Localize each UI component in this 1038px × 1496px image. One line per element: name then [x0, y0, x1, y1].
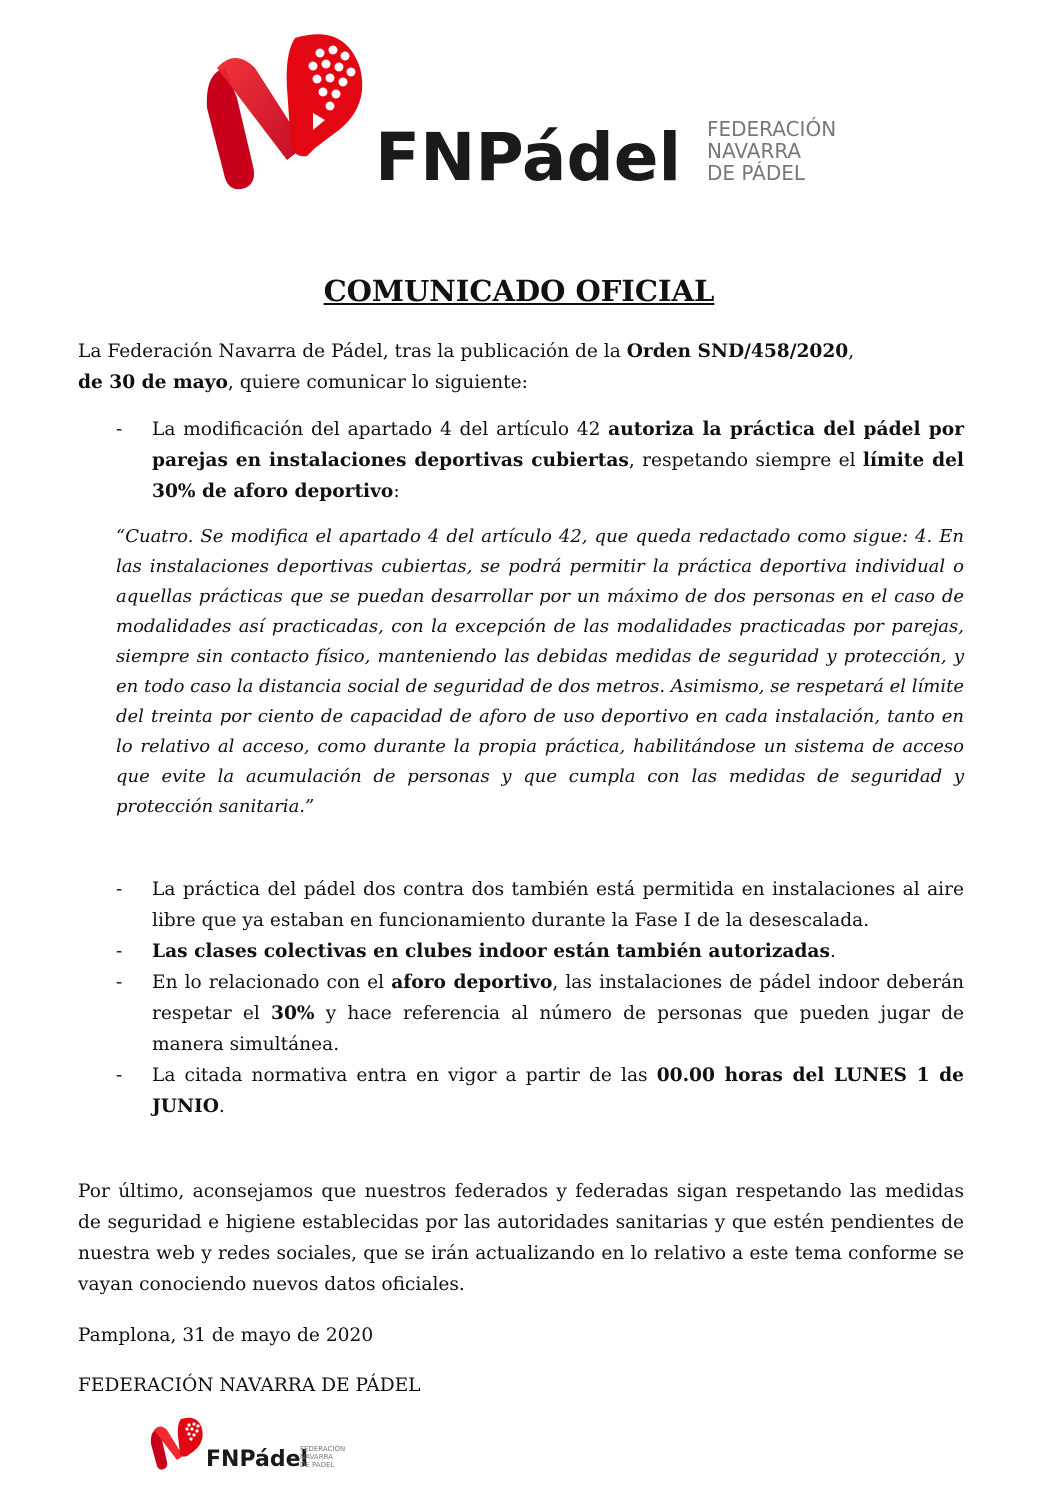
list-item: [78, 936, 964, 967]
list-item: [78, 414, 964, 507]
fnpadel-logo-footer: [148, 1416, 348, 1472]
list-item: [78, 967, 964, 1060]
signature-line: FEDERACIÓN NAVARRA DE PÁDEL: [78, 1375, 421, 1396]
intro-paragraph: [78, 336, 964, 398]
dash-marker: -: [116, 879, 123, 900]
page-title: COMUNICADO OFICIAL: [323, 274, 715, 308]
bullet1-bold-1: autoriza la práctica del pádel por parejas en instalaciones deportivas cubiertas: [152, 419, 964, 471]
dash-marker: -: [116, 972, 123, 993]
logo-subtitle-small-line2: NAVARRA: [300, 1453, 333, 1461]
dash-marker: -: [116, 1065, 123, 1086]
dash-marker: -: [116, 941, 123, 962]
bullet4-bold-2: 30%: [271, 1003, 315, 1024]
logo-n-mark-small: [151, 1418, 203, 1470]
logo-brand-text: FNPádel: [375, 119, 682, 196]
bullet1-text: La modificación del apartado 4 del artículo 42: [152, 419, 609, 440]
bullet4-bold-1: aforo deportivo: [391, 972, 553, 993]
fnpadel-logo-header: [195, 28, 855, 198]
logo-subtitle-line3: DE PÁDEL: [707, 161, 806, 185]
list-item: [78, 1060, 964, 1122]
bullet4-text: En lo relacionado con el: [152, 972, 392, 993]
place-date: Pamplona, 31 de mayo de 2020: [78, 1325, 374, 1346]
bullet-list-2: [78, 874, 964, 1122]
closing-paragraph: Por último, aconsejamos que nuestros federados y federadas sigan respetando las medidas de seguridad e higiene establecidas por las autoridades sanitarias y que estén pendientes de nuestra web y redes sociales, que se irán actualizando en lo relativo a este tema conforme se vayan conociendo nuevos datos oficiales.: [78, 1181, 964, 1295]
logo-subtitle-small-line1: FEDERACIÓN: [300, 1445, 346, 1453]
logo-subtitle-line1: FEDERACIÓN: [707, 117, 837, 141]
legal-quote: “Cuatro. Se modifica el apartado 4 del artículo 42, que queda redactado como sigue: 4. En las instalaciones deportivas cubiertas, se podrá permitir la práctica deportiva individual o aquellas prácticas que se puedan desarrollar por un máximo de dos personas en el caso de modalidades así practicadas, con la excepción de las modalidades practicadas por parejas, siempre sin contacto físico, manteniendo las debidas medidas de seguridad y protección, y en todo caso la distancia social de seguridad de dos metros. Asimismo, se respetará el límite del treinta por ciento de capacidad de aforo de uso deportivo en cada instalación, tanto en lo relativo al acceso, como durante la propia práctica, habilitándose un sistema de acceso que evite la acumulación de personas y que cumpla con las medidas de seguridad y protección sanitaria.”: [116, 526, 964, 817]
intro-sep: ,: [848, 341, 855, 362]
intro-order-ref: Orden SND/458/2020: [626, 341, 849, 362]
bullet4-text-after: y hace referencia al número de personas que pueden jugar de manera simultánea.: [152, 1003, 965, 1055]
list-item: [78, 874, 964, 936]
logo-subtitle-small-line3: DE PÁDEL: [300, 1461, 335, 1469]
bullet2-text: La práctica del pádel dos contra dos también está permitida en instalaciones al aire libre que ya estaban en funcionamiento durante la Fase I de la desescalada.: [152, 879, 964, 931]
intro-text: La Federación Navarra de Pádel, tras la publicación de la: [78, 341, 627, 362]
intro-text-after: , quiere comunicar lo siguiente:: [227, 372, 528, 393]
bullet3-text-after: .: [829, 941, 836, 962]
bullet4-text-middle: , las instalaciones de pádel indoor deberán respetar el: [152, 972, 964, 1024]
bullet1-bold-2: límite del 30% de aforo deportivo: [152, 450, 964, 502]
dash-marker: -: [116, 419, 123, 440]
bullet5-text-after: .: [218, 1096, 225, 1117]
bullet5-text: La citada normativa entra en vigor a partir de las: [152, 1065, 657, 1086]
logo-brand-text-small: FNPádel: [206, 1447, 309, 1472]
bullet5-bold: 00.00 horas del LUNES 1 de JUNIO: [152, 1065, 964, 1117]
intro-order-date: de 30 de mayo: [78, 372, 228, 393]
logo-n-mark: [207, 34, 362, 189]
bullet1-text-after: :: [393, 481, 400, 502]
logo-subtitle-line2: NAVARRA: [707, 139, 802, 163]
bullet-list-1: [78, 414, 964, 507]
bullet3-bold: Las clases colectivas en clubes indoor están también autorizadas: [152, 941, 830, 962]
bullet1-text-middle: , respetando siempre el: [628, 450, 863, 471]
